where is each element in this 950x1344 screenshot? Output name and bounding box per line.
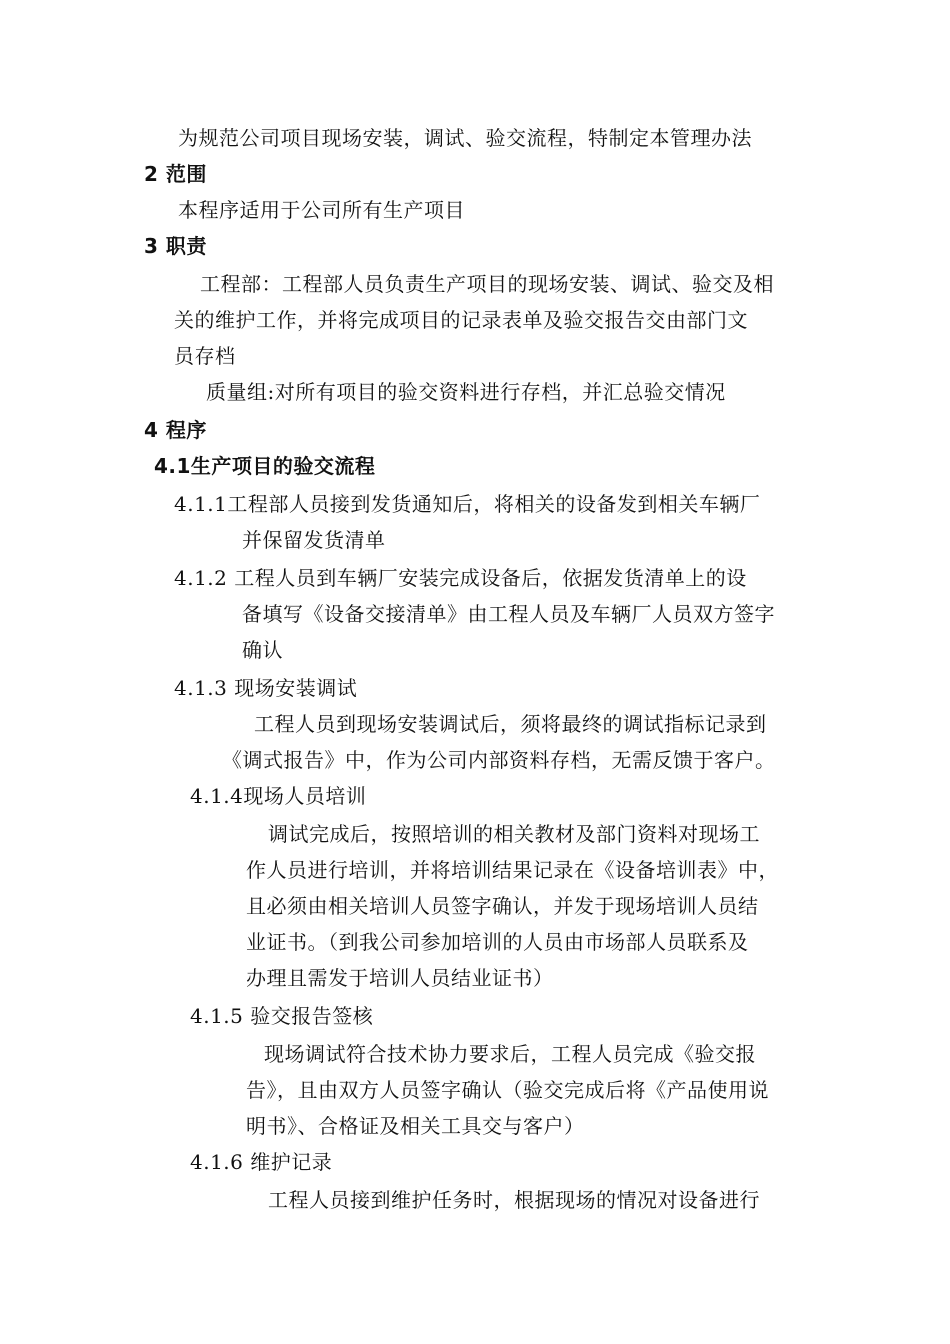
item-4-1-2-line-1: 4.1.2 工程人员到车辆厂安装完成设备后，依据发货清单上的设: [174, 566, 747, 590]
item-4-1-5-line-2: 告》，且由双方人员签字确认（验交完成后将《产品使用说: [246, 1078, 769, 1102]
item-4-1-3-title: 4.1.3 现场安装调试: [174, 676, 358, 700]
item-4-1-2-line-3: 确认: [242, 638, 283, 662]
item-4-1-1-line-1: 4.1.1工程部人员接到发货通知后，将相关的设备发到相关车辆厂: [174, 492, 761, 516]
section-3-engineering-line-2: 关的维护工作，并将完成项目的记录表单及验交报告交由部门文: [174, 308, 748, 332]
item-4-1-5-line-3: 明书》、合格证及相关工具交与客户）: [246, 1114, 585, 1138]
section-3-heading: 3 职责: [144, 234, 207, 258]
item-4-1-3-line-1: 工程人员到现场安装调试后，须将最终的调试指标记录到: [254, 712, 767, 736]
item-4-1-5-line-1: 现场调试符合技术协力要求后，工程人员完成《验交报: [264, 1042, 756, 1066]
section-4-heading: 4 程序: [144, 418, 207, 442]
item-4-1-6-line-1: 工程人员接到维护任务时，根据现场的情况对设备进行: [268, 1188, 760, 1212]
section-2-heading: 2 范围: [144, 162, 207, 186]
section-4-1-heading: 4.1生产项目的验交流程: [154, 454, 376, 478]
item-4-1-4-line-5: 办理且需发于培训人员结业证书）: [246, 966, 554, 990]
section-3-engineering-line-3: 员存档: [174, 344, 236, 368]
item-4-1-1-line-2: 并保留发货清单: [242, 528, 386, 552]
section-3-quality: 质量组:对所有项目的验交资料进行存档，并汇总验交情况: [206, 380, 726, 404]
item-4-1-5-title: 4.1.5 验交报告签核: [190, 1004, 374, 1028]
purpose-text: 为规范公司项目现场安装，调试、验交流程，特制定本管理办法: [178, 126, 752, 150]
item-4-1-2-line-2: 备填写《设备交接清单》由工程人员及车辆厂人员双方签字: [242, 602, 775, 626]
item-4-1-4-line-1: 调试完成后，按照培训的相关教材及部门资料对现场工: [268, 822, 760, 846]
item-4-1-6-title: 4.1.6 维护记录: [190, 1150, 333, 1174]
item-4-1-4-title: 4.1.4现场人员培训: [190, 784, 367, 808]
item-4-1-3-line-2: 《调式报告》中，作为公司内部资料存档，无需反馈于客户。: [222, 748, 776, 772]
item-4-1-4-line-2: 作人员进行培训，并将培训结果记录在《设备培训表》中，: [246, 858, 779, 882]
section-2-body: 本程序适用于公司所有生产项目: [178, 198, 465, 222]
section-3-engineering-line-1: 工程部：工程部人员负责生产项目的现场安装、调试、验交及相: [200, 272, 774, 296]
item-4-1-4-line-4: 业证书。（到我公司参加培训的人员由市场部人员联系及: [246, 930, 749, 954]
item-4-1-4-line-3: 且必须由相关培训人员签字确认，并发于现场培训人员结: [246, 894, 759, 918]
